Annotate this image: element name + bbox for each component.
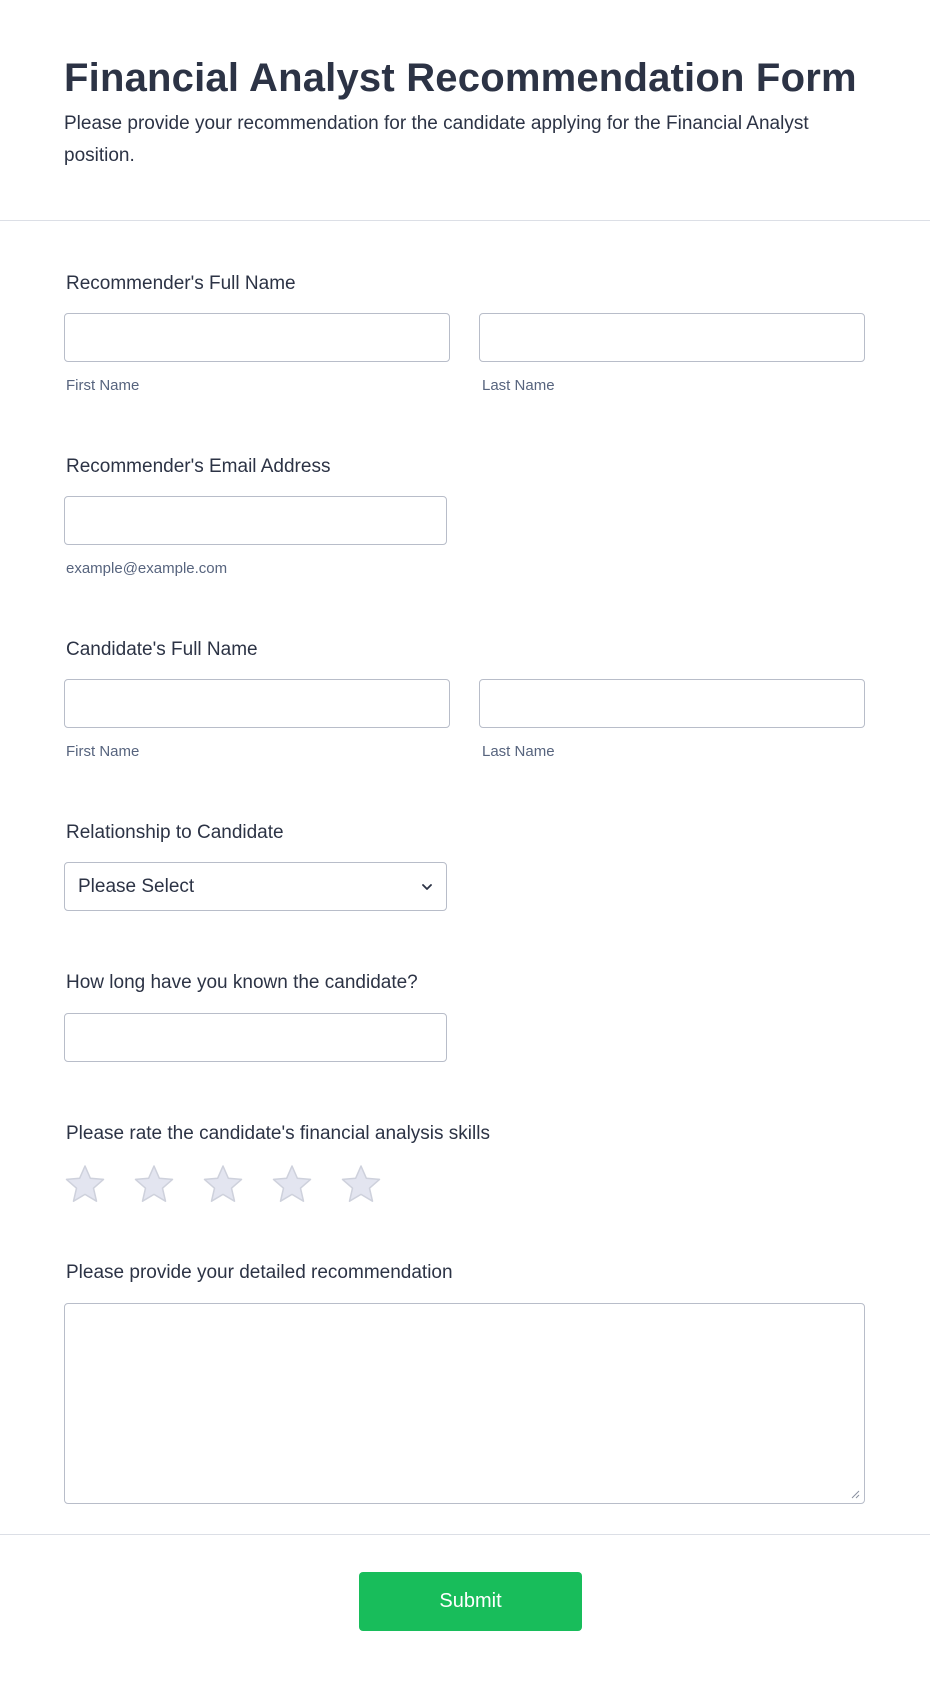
email-example-sublabel: example@example.com	[66, 560, 228, 577]
candidate-first-name-input[interactable]	[64, 679, 450, 728]
star-icon[interactable]	[271, 1163, 313, 1205]
form-header	[64, 50, 864, 172]
rating-label: Please rate the candidate's financial analysis skills	[66, 1123, 490, 1144]
star-icon[interactable]	[340, 1163, 382, 1205]
recommender-email-input[interactable]	[64, 496, 447, 545]
recommender-first-name-sublabel: First Name	[66, 377, 140, 394]
chevron-down-icon	[420, 880, 434, 894]
recommender-first-name-input[interactable]	[64, 313, 450, 362]
header-divider	[0, 220, 930, 221]
relationship-selected-value: Please Select	[78, 876, 195, 897]
footer-divider	[0, 1534, 930, 1535]
candidate-first-name-sublabel: First Name	[66, 743, 140, 760]
relationship-label: Relationship to Candidate	[66, 822, 284, 843]
recommendation-label: Please provide your detailed recommendation	[66, 1262, 453, 1283]
star-icon[interactable]	[64, 1163, 106, 1205]
form-title: Financial Analyst Recommendation Form	[64, 56, 857, 100]
candidate-last-name-sublabel: Last Name	[482, 743, 555, 760]
relationship-select[interactable]	[64, 862, 447, 911]
form-description: Please provide your recommendation for the candidate applying for the Financial Analyst position.	[64, 113, 809, 166]
recommender-last-name-input[interactable]	[479, 313, 865, 362]
star-icon[interactable]	[133, 1163, 175, 1205]
recommender-email-label: Recommender's Email Address	[66, 456, 331, 477]
submit-button[interactable]: Submit	[359, 1572, 582, 1631]
known-duration-input[interactable]	[64, 1013, 447, 1062]
candidate-last-name-input[interactable]	[479, 679, 865, 728]
recommender-last-name-sublabel: Last Name	[482, 377, 555, 394]
star-icon[interactable]	[202, 1163, 244, 1205]
known-duration-label: How long have you known the candidate?	[66, 972, 418, 993]
recommendation-textarea[interactable]	[64, 1303, 865, 1504]
candidate-name-label: Candidate's Full Name	[66, 639, 258, 660]
recommender-name-label: Recommender's Full Name	[66, 273, 296, 294]
resize-grip-icon[interactable]	[850, 1489, 860, 1499]
